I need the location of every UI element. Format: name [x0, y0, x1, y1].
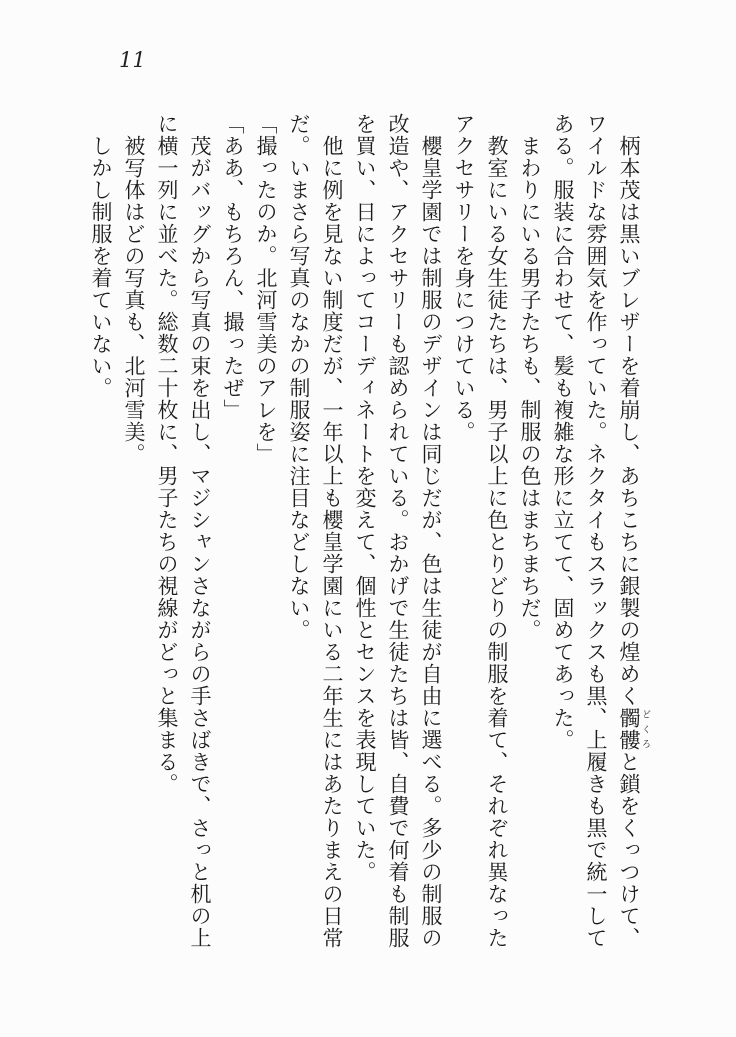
body-text-block	[86, 113, 650, 953]
paragraph: しかし制服を着ていない。	[89, 135, 113, 399]
paragraph: 教室にいる女生徒たちは、男子以上に色とりどりの制服を着て、それぞれ異なったアクセサリーを身につけている。	[452, 113, 509, 949]
paragraph: 「撮ったのか。北河雪美のアレを」	[254, 113, 278, 465]
page-number: 11	[119, 48, 146, 72]
furigana-ruby: 髑髏 どくろ	[617, 707, 650, 751]
paragraph: まわりにいる男子たちも、制服の色はまちまちだ。	[518, 135, 542, 641]
paragraph: 櫻皇学園では制服のデザインは同じだが、色は生徒が自由に選べる。多少の制服の改造や、アクセサリーも認められている。おかげで生徒たちは皆、自費で何着も制服を買い、日によってコーディネートを変えて、個性とセンスを表現していた。	[353, 113, 443, 949]
furigana-text: どくろ	[640, 707, 650, 751]
paragraph: 「ああ、もちろん、撮ったぜ」	[221, 113, 245, 421]
paragraph: 茂がバッグから写真の束を出し、マジシャンさながらの手さばきで、さっと机の上に横一列に並べた。総数二十枚に、男子たちの視線がどっと集まる。	[155, 113, 212, 949]
paragraph: 柄本茂は黒いブレザーを着崩し、あちこちに銀製の煌めく髑髏 どくろと鎖をくっつけて、ワイルドな雰囲気を作っていた。ネクタイもスラックスも黒、上履きも黒で統一してある。服装に合わせて、髪も複雑な形に立てて、固めてあった。	[551, 113, 650, 949]
paragraph: 被写体はどの写真も、北河雪美。	[122, 135, 146, 465]
paragraph: 他に例を見ない制度だが、一年以上も櫻皇学園にいる二年生にはあたりまえの日常だ。いまさら写真のなかの制服姿に注目などしない。	[287, 113, 344, 949]
